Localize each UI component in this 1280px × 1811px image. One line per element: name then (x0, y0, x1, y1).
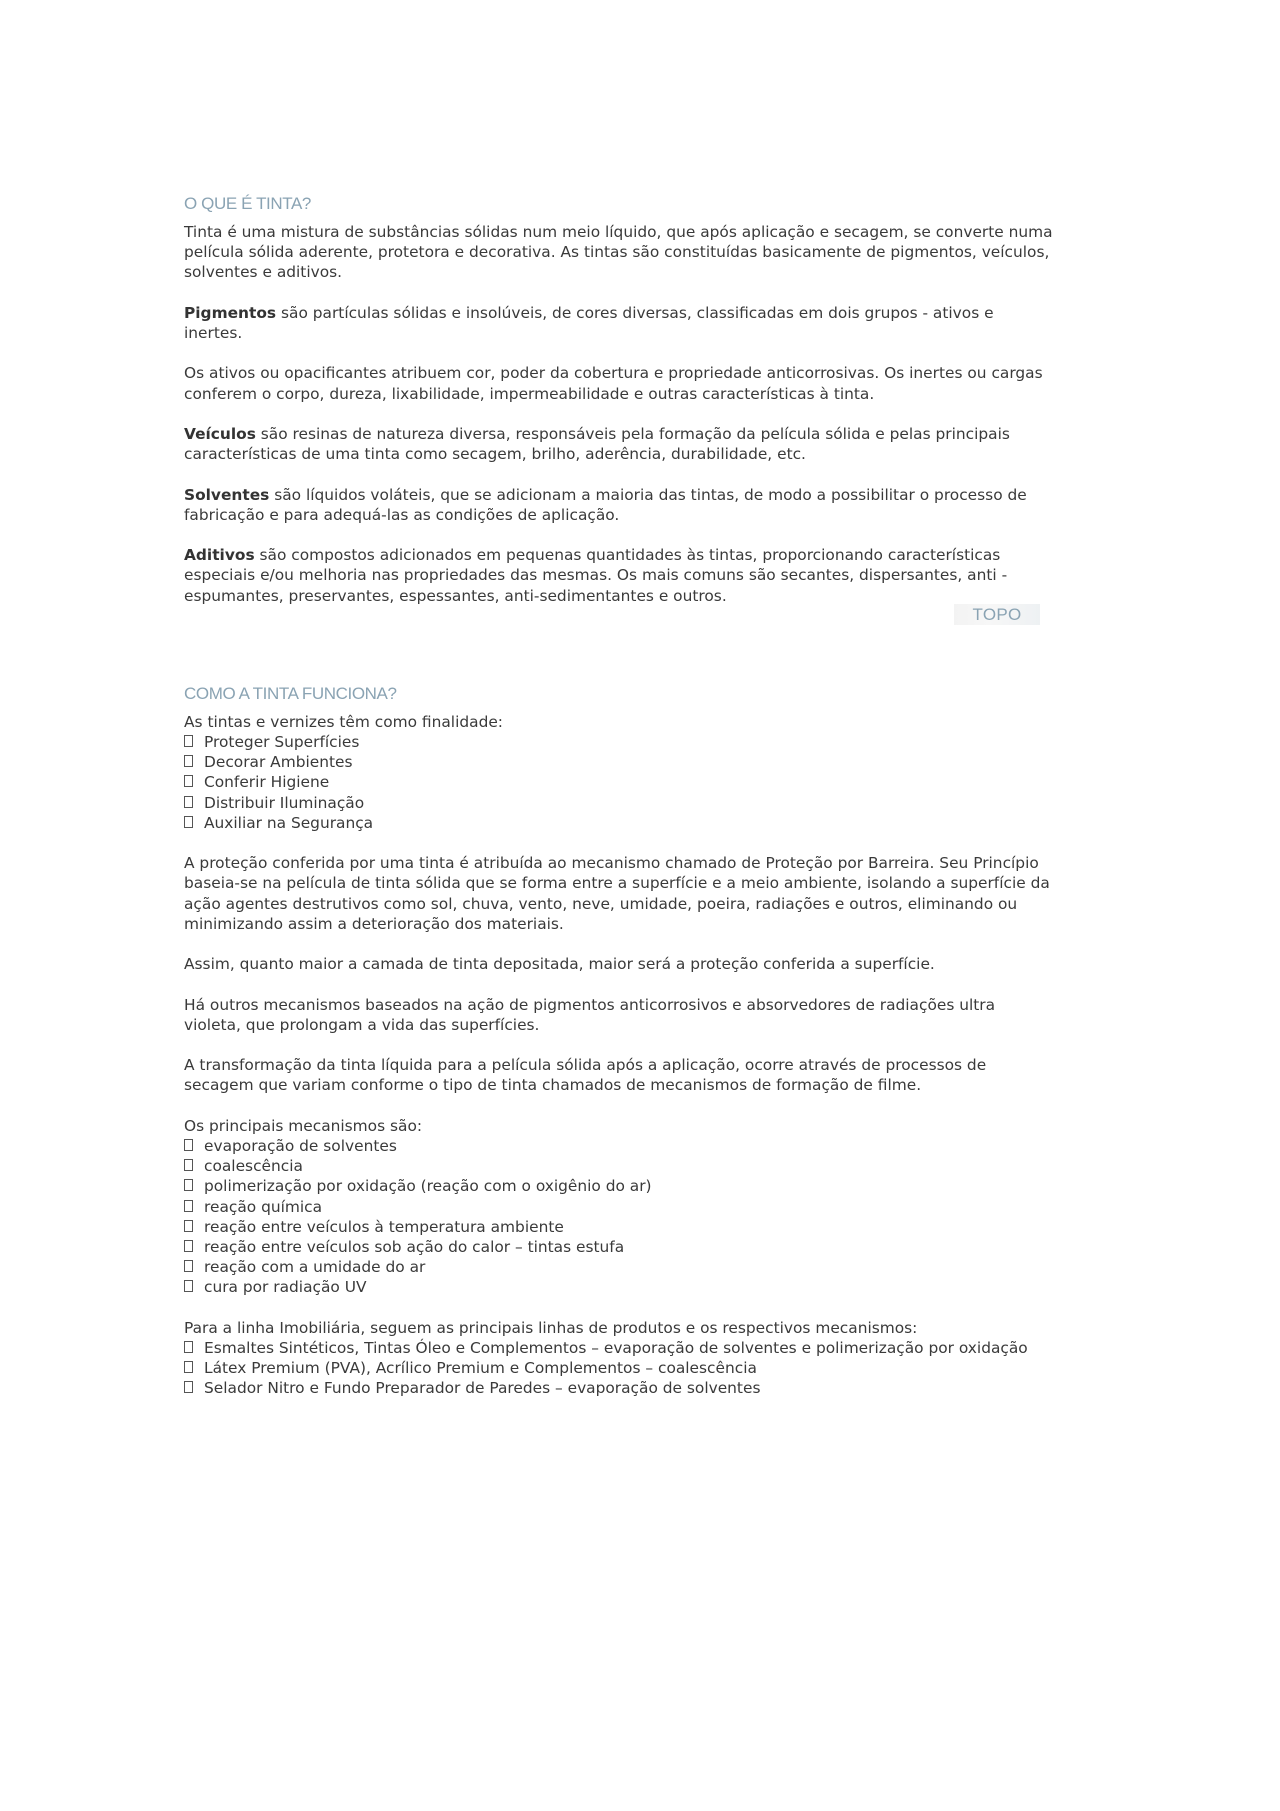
list-item-text: reação química (204, 1197, 323, 1216)
mecanismos-intro: Os principais mecanismos são: (184, 1116, 423, 1135)
list-item (184, 1338, 1054, 1358)
solventes-term: Solventes (184, 485, 270, 504)
finalidade-intro: As tintas e vernizes têm como finalidade: (184, 712, 503, 731)
list-item (184, 1197, 1054, 1217)
list-item (184, 1237, 1054, 1257)
bullet-icon (184, 1240, 193, 1252)
list-item-text: Decorar Ambientes (204, 753, 353, 772)
bullet-icon (184, 1280, 193, 1292)
topo-row (184, 604, 1054, 626)
linhas-list (184, 1338, 1054, 1399)
bullet-icon (184, 1220, 193, 1232)
veiculos-text: são resinas de natureza diversa, responsáveis pela formação da película sólida e pelas principais características de uma tinta como secagem, brilho, aderência, durabilidade, etc. (184, 424, 1015, 464)
list-item-text: reação entre veículos à temperatura ambiente (204, 1217, 564, 1236)
document-content (184, 193, 1058, 1419)
mecanismos-list (184, 1136, 1054, 1298)
bullet-icon (184, 775, 193, 787)
aditivos-text: são compostos adicionados em pequenas quantidades às tintas, proporcionando características especiais e/ou melhoria nas propriedades das mesmas. Os mais comuns são secantes, dispersantes, anti -espumantes, preservantes, espessantes, anti-sedimentantes e outros. (184, 546, 1008, 605)
list-item-text: Proteger Superfícies (204, 732, 360, 751)
list-item-text: evaporação de solventes (204, 1136, 397, 1155)
list-item-text: Distribuir Iluminação (204, 793, 365, 812)
list-item-text: cura por radiação UV (204, 1278, 367, 1297)
bullet-icon (184, 1139, 193, 1151)
solventes-paragraph (184, 485, 1054, 525)
list-item (184, 1378, 1054, 1398)
pigmentos-term: Pigmentos (184, 303, 277, 322)
topo-button[interactable]: TOPO (954, 604, 1040, 625)
list-item-text: reação entre veículos sob ação do calor – tintas estufa (204, 1237, 625, 1256)
list-item (184, 1176, 1054, 1196)
aditivos-term: Aditivos (184, 546, 255, 565)
list-item-text: Auxiliar na Segurança (204, 813, 374, 832)
ativos-paragraph: Os ativos ou opacificantes atribuem cor, poder da cobertura e propriedade anticorrosivas. Os inertes ou cargas conferem o corpo, dureza, lixabilidade, impermeabilidade e outras características à tinta. (184, 364, 1048, 403)
veiculos-paragraph (184, 424, 1054, 464)
bullet-icon (184, 1200, 193, 1212)
list-item-text: Esmaltes Sintéticos, Tintas Óleo e Complementos – evaporação de solventes e polimerização por oxidação (204, 1338, 1028, 1357)
list-item-text: reação com a umidade do ar (204, 1258, 426, 1277)
list-item (184, 1136, 1054, 1156)
bullet-icon (184, 755, 193, 767)
bullet-icon (184, 1159, 193, 1171)
veiculos-term: Veículos (184, 424, 256, 443)
pigmentos-text: são partículas sólidas e insolúveis, de cores diversas, classificadas em dois grupos - ativos e inertes. (184, 303, 999, 342)
list-item-text: coalescência (204, 1157, 303, 1176)
bullet-icon (184, 1361, 193, 1373)
section-heading-como-funciona: COMO A TINTA FUNCIONA? (184, 683, 397, 703)
list-item (184, 813, 1054, 833)
list-item-text: Selador Nitro e Fundo Preparador de Paredes – evaporação de solventes (204, 1379, 761, 1398)
list-item (184, 752, 1054, 772)
bullet-icon (184, 1341, 193, 1353)
bullet-icon (184, 796, 193, 808)
outros-mecanismos-paragraph: Há outros mecanismos baseados na ação de pigmentos anticorrosivos e absorvedores de radiações ultra violeta, que prolongam a vida das superfícies. (184, 995, 1000, 1034)
bullet-icon (184, 816, 193, 828)
solventes-text: são líquidos voláteis, que se adicionam a maioria das tintas, de modo a possibilitar o processo de fabricação e para adequá-las as condições de aplicação. (184, 485, 1032, 524)
list-item (184, 772, 1054, 792)
bullet-icon (184, 1381, 193, 1393)
section-heading-o-que-e-tinta: O QUE É TINTA? (184, 194, 311, 213)
bullet-icon (184, 1260, 193, 1272)
finalidades-list (184, 732, 1054, 833)
transformacao-paragraph: A transformação da tinta líquida para a película sólida após a aplicação, ocorre através de processos de secagem que variam conforme o tipo de tinta chamados de mecanismos de formação de filme. (184, 1056, 992, 1095)
list-item-text: polimerização por oxidação (reação com o oxigênio do ar) (204, 1177, 652, 1196)
list-item (184, 732, 1054, 752)
list-item (184, 1277, 1054, 1297)
list-item (184, 1257, 1054, 1277)
list-item (184, 1217, 1054, 1237)
list-item (184, 1358, 1054, 1378)
list-item (184, 793, 1054, 813)
camada-paragraph: Assim, quanto maior a camada de tinta depositada, maior será a proteção conferida a superfície. (184, 955, 935, 974)
bullet-icon (184, 735, 193, 747)
list-item-text: Látex Premium (PVA), Acrílico Premium e Complementos – coalescência (204, 1359, 757, 1378)
bullet-icon (184, 1179, 193, 1191)
aditivos-paragraph (184, 545, 1054, 606)
protecao-paragraph: A proteção conferida por uma tinta é atribuída ao mecanismo chamado de Proteção por Barreira. Seu Princípio baseia-se na película de tinta sólida que se forma entre a superfície e a meio ambiente, isolando a superfície da ação agentes destrutivos como sol, chuva, vento, neve, umidade, poeira, radiações e outros, eliminando ou minimizando assim a deterioração dos materiais. (184, 854, 1055, 933)
pigmentos-paragraph (184, 303, 1054, 343)
intro-paragraph: Tinta é uma mistura de substâncias sólidas num meio líquido, que após aplicação e secagem, se converte numa película sólida aderente, protetora e decorativa. As tintas são constituídas basicamente de pigmentos, veículos, solventes e aditivos. (184, 223, 1058, 282)
list-item (184, 1156, 1054, 1176)
list-item-text: Conferir Higiene (204, 773, 330, 792)
linha-intro: Para a linha Imobiliária, seguem as principais linhas de produtos e os respectivos mecanismos: (184, 1318, 918, 1337)
section-como-funciona (184, 683, 1054, 1399)
